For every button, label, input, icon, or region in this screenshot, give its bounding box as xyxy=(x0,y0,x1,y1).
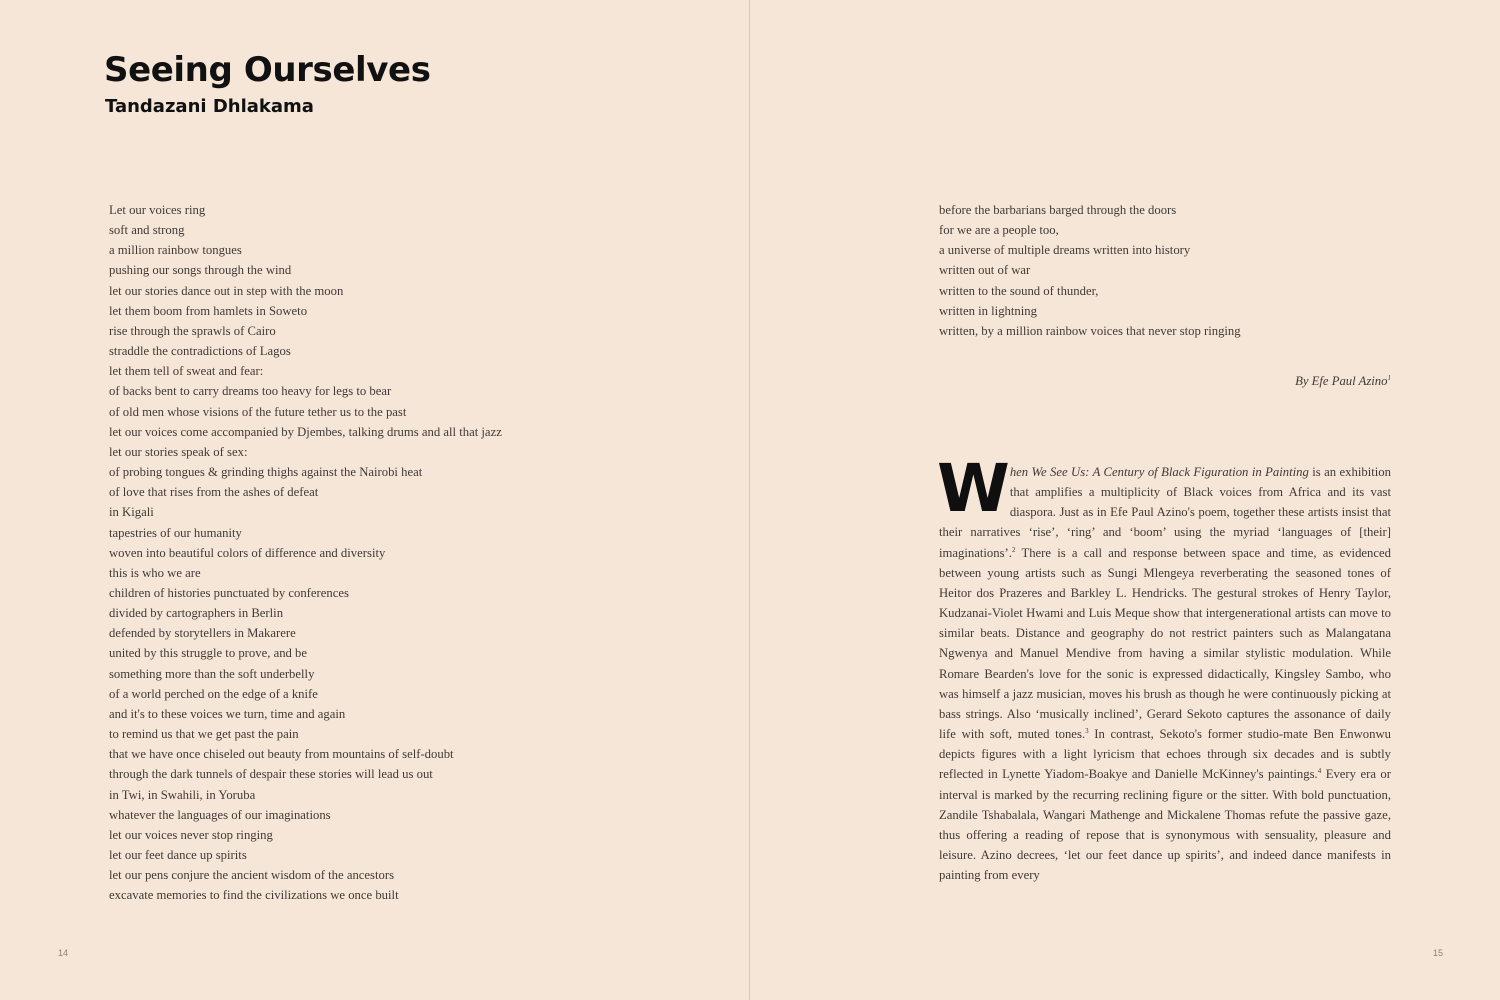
poem-line: let our voices never stop ringing xyxy=(109,827,273,842)
poem-line: tapestries of our humanity xyxy=(109,525,242,540)
poem-line: defended by storytellers in Makarere xyxy=(109,626,296,641)
attribution-text: By Efe Paul Azino xyxy=(1295,374,1388,388)
poem-line: in Kigali xyxy=(109,505,154,520)
essay-segment: There is a call and response between space and time, as evidenced between young artists such as Sungi Mlengeya reverberating the seasoned tones of Heitor dos Prazeres and Barkley L. Hendricks. The gestural strokes of Henry Taylor, Kudzanai-Violet Hwami and Luis Meque show that intergenerational artists can move to similar beats. Distance and geography do not restrict painters such as Malangatana Ngwenya and Manuel Mendive from having a similar stylistic modulation. While Romare Bearden's love for the sonic is expressed didactically, Kingsley Sambo, who was himself a jazz musician, moves his brush as though he were continuously picking at bass strings. Also ‘musically inclined’, Gerard Sekoto captures the assonance of daily life with soft, muted tones. xyxy=(939,545,1391,742)
drop-cap: W xyxy=(937,450,1006,527)
poem-line: excavate memories to find the civilizations we once built xyxy=(109,888,399,903)
footnote-ref-4: 4 xyxy=(1317,767,1322,776)
poem-line: united by this struggle to prove, and be xyxy=(109,646,308,661)
poem-right-column xyxy=(939,200,1241,341)
poem-line: before the barbarians barged through the doors xyxy=(939,203,1177,217)
poem-line: a million rainbow tongues xyxy=(109,243,242,258)
poem-line: written to the sound of thunder, xyxy=(939,283,1099,298)
page-number-left: 14 xyxy=(58,948,69,958)
poem-line: let our feet dance up spirits xyxy=(109,848,247,862)
poem-line: divided by cartographers in Berlin xyxy=(109,606,284,621)
poem-line: of backs bent to carry dreams too heavy for legs to bear xyxy=(109,384,392,399)
poem-line: this is who we are xyxy=(109,565,201,580)
poem-line: written, by a million rainbow voices that never stop ringing xyxy=(939,323,1241,338)
poem-line: for we are a people too, xyxy=(939,223,1059,238)
poem-line: and it's to these voices we turn, time and again xyxy=(109,706,346,721)
essay-paragraph xyxy=(937,450,1391,885)
poem-line: let our stories dance out in step with the moon xyxy=(109,283,344,298)
poem-line: a universe of multiple dreams written into history xyxy=(939,243,1191,258)
poem-line: through the dark tunnels of despair these stories will lead us out xyxy=(109,767,433,782)
chapter-author: Tandazani Dhlakama xyxy=(105,96,314,117)
poem-line: let our stories speak of sex: xyxy=(109,444,248,459)
essay-segment: Every era or interval is marked by the recurring reclining figure or the sitter. With bold punctuation, Zandile Tshabalala, Wangari Mathenge and Mickalene Thomas refute the passive gaze, thus offering a reading of repose that is synonymous with sensuality, pleasure and leisure. Azino decrees, ‘let our feet dance up spirits’, and indeed dance manifests in painting from every xyxy=(939,767,1391,883)
poem-line: let our pens conjure the ancient wisdom of the ancestors xyxy=(109,868,395,883)
footnote-ref-3: 3 xyxy=(1085,726,1089,735)
essay-segment: is an exhibition that amplifies a multiplicity of Black voices from Africa and its vast diaspora. Just as in Efe Paul Azino's poem, together these artists insist that their narratives ‘rise’, ‘ring’ and ‘boom’ using the myriad ‘languages of [their] imaginations’. xyxy=(939,465,1391,560)
right-page xyxy=(750,0,1500,1000)
poem-line: of love that rises from the ashes of defeat xyxy=(109,485,319,500)
poem-attribution xyxy=(1295,371,1391,391)
poem-line: soft and strong xyxy=(109,223,185,238)
poem-line: let them boom from hamlets in Soweto xyxy=(109,303,308,318)
poem-line: straddle the contradictions of Lagos xyxy=(109,344,291,359)
poem-line: of probing tongues & grinding thighs against the Nairobi heat xyxy=(109,465,423,480)
poem-line: written out of war xyxy=(939,263,1031,278)
poem-line: rise through the sprawls of Cairo xyxy=(109,323,276,338)
page-number-right: 15 xyxy=(1432,948,1443,958)
footnote-ref-1: 1 xyxy=(1387,373,1391,382)
poem-line: in Twi, in Swahili, in Yoruba xyxy=(109,787,256,802)
essay-segment: In contrast, Sekoto's former studio-mate Ben Enwonwu depicts figures with a light lyricism that echoes through six decades and is subtly reflected in Lynette Yiadom-Boakye and Danielle McKinney's paintings. xyxy=(939,727,1391,782)
poem-line: that we have once chiseled out beauty from mountains of self-doubt xyxy=(109,747,454,762)
poem-line: let our voices come accompanied by Djembes, talking drums and all that jazz xyxy=(109,424,502,439)
poem-line: let them tell of sweat and fear: xyxy=(109,364,264,379)
footnote-ref-2: 2 xyxy=(1011,545,1016,554)
poem-line: written in lightning xyxy=(939,303,1037,318)
poem-line: children of histories punctuated by conferences xyxy=(109,585,349,600)
poem-line: pushing our songs through the wind xyxy=(109,263,292,278)
poem-line: to remind us that we get past the pain xyxy=(109,727,299,742)
poem-left-column xyxy=(109,200,502,905)
chapter-title: Seeing Ourselves xyxy=(104,50,431,90)
poem-line: whatever the languages of our imaginations xyxy=(109,807,331,822)
poem-line: woven into beautiful colors of difference and diversity xyxy=(109,545,386,560)
exhibition-title: hen We See Us: A Century of Black Figuration in Painting xyxy=(1009,465,1309,479)
left-page xyxy=(0,0,749,1000)
poem-line: of a world perched on the edge of a knife xyxy=(109,686,318,701)
poem-line: Let our voices ring xyxy=(109,203,206,217)
poem-line: of old men whose visions of the future tether us to the past xyxy=(109,404,407,419)
poem-line: something more than the soft underbelly xyxy=(109,666,315,681)
